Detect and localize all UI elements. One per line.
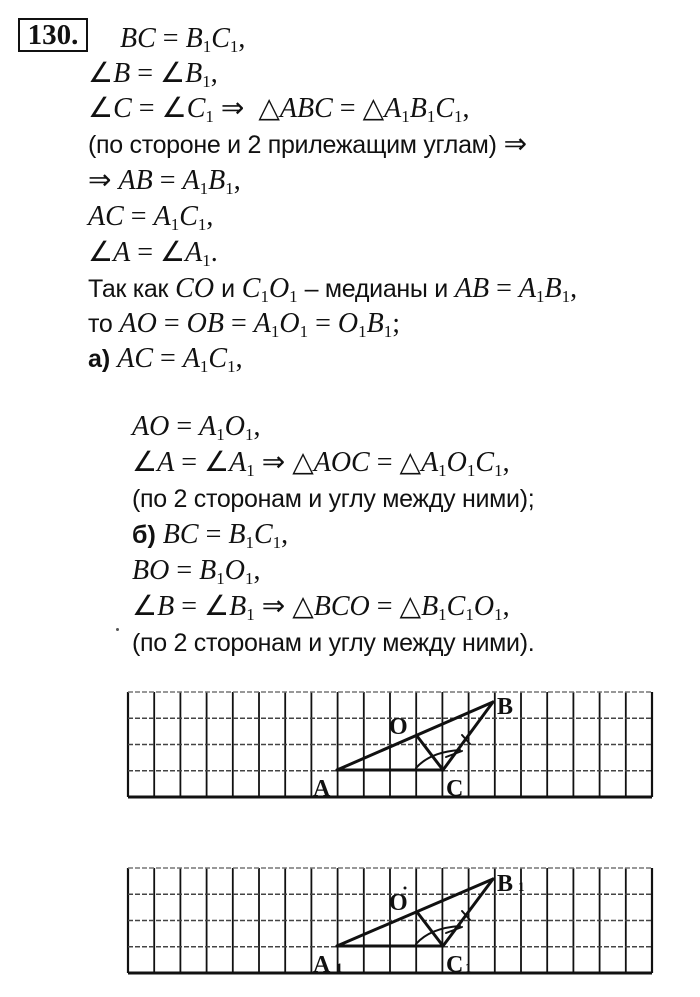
solution-line: ∠A = $\angle A_1$ ⇒ △AOC = $\triangle A_1O_1C_1$, <box>132 447 510 480</box>
solution-line: (по стороне и 2 прилежащим углам) ⇒ <box>88 129 528 160</box>
label-a1: A <box>313 952 331 978</box>
print-speck <box>116 628 119 631</box>
label-b1: B <box>497 871 514 897</box>
problem-number: 130. <box>18 18 88 52</box>
solution-line: ∠B = $\angle B_1$, <box>88 58 218 91</box>
label-c1: C <box>446 952 464 978</box>
figure-1-grid-diagram <box>0 688 700 803</box>
solution-line: AC = $A_1C_1$, <box>88 201 214 234</box>
solution-line: ∠C = $\angle C_1$ ⇒ △ABC = $\triangle A_1B_1C_1$, <box>88 93 470 126</box>
solution-line: AO = $A_1O_1$, <box>132 411 261 444</box>
solution-line: то AO = OB = $A_1O_1 = O_1B_1$; <box>88 308 400 341</box>
label-b1-sub: 1 <box>518 879 525 894</box>
label-b: B <box>497 694 514 720</box>
solution-line: BO = $B_1O_1$, <box>132 555 261 588</box>
triangle-abc-diagram <box>0 688 700 803</box>
solution-line: ∠B = $\angle B_1$ ⇒ △BCO = $\triangle B_1C_1O_1$, <box>132 591 510 624</box>
label-a1-sub: 1 <box>336 960 343 975</box>
label-c: C <box>446 776 464 802</box>
solution-line: (по 2 сторонам и углу между ними); <box>132 485 535 513</box>
solution-line: а) AC = $A_1C_1$, <box>88 343 243 376</box>
label-c1-sub: 1 <box>465 960 472 975</box>
grid-paper <box>128 692 652 797</box>
solution-line: Так как CO и $C_1O_1$ – медианы и AB = $A_1B_1$, <box>88 273 578 306</box>
triangle-a1b1c1-diagram <box>0 864 700 980</box>
solution-line: б) BC = $B_1C_1$, <box>132 519 289 552</box>
grid-paper <box>128 868 652 973</box>
figure-2-grid-diagram <box>0 864 700 980</box>
solution-line: ∠A = $\angle A_1$. <box>88 237 218 270</box>
label-o: O <box>389 714 408 740</box>
solution-line: (по 2 сторонам и углу между ними). <box>132 629 535 657</box>
solution-line: ⇒ AB = $A_1B_1$, <box>88 165 241 198</box>
label-o1: O <box>389 890 408 916</box>
solution-line: BC = $B_1C_1$, <box>120 23 246 56</box>
label-a: A <box>313 776 331 802</box>
o1-prime-dot <box>404 887 407 890</box>
